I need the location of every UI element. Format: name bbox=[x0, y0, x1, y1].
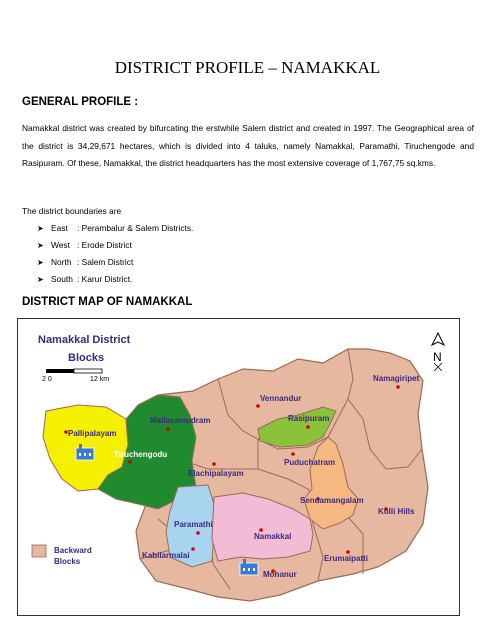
label-kabilarmalai: Kabilarmalai bbox=[142, 551, 190, 560]
legend-label-line2: Blocks bbox=[54, 557, 81, 566]
district-map-heading: DISTRICT MAP OF NAMAKKAL bbox=[22, 296, 193, 308]
document-title: DISTRICT PROFILE – NAMAKKAL bbox=[114, 58, 381, 77]
arrow-bullet-icon: ➤ bbox=[37, 275, 44, 284]
north-label: N bbox=[433, 350, 442, 364]
label-vennandur: Vennandur bbox=[260, 394, 302, 403]
general-profile-paragraph: Namakkal district was created by bifurcating the erstwhile Salem district and created in 1997. The Geographical area of the district is 34,29,671 hectares, which is divided into 4 taluks, namely Namakkal, Paramathi, Tiruchengode and Rasipuram. Of these, Namakkal, the district headquarters has the most extensive coverage of 1,767,75 sq.kms. bbox=[22, 123, 474, 168]
boundary-direction: West bbox=[51, 240, 70, 250]
boundaries-intro: The district boundaries are bbox=[22, 206, 122, 216]
arrow-bullet-icon: ➤ bbox=[37, 241, 44, 250]
scale-left-label: 2 0 bbox=[42, 376, 52, 383]
general-profile-heading: GENERAL PROFILE : bbox=[22, 96, 139, 108]
arrow-bullet-icon: ➤ bbox=[37, 224, 44, 233]
boundary-item bbox=[37, 254, 193, 271]
label-mohanur: Mohanur bbox=[263, 570, 297, 579]
label-rasipuram: Rasipuram bbox=[288, 414, 330, 423]
label-namagiripet: Namagiripet bbox=[373, 374, 420, 383]
label-erumaipatti: Erumaipatti bbox=[324, 554, 369, 563]
scale-right-label: 12 km bbox=[90, 376, 110, 383]
label-sendamangalam: Sendamangalam bbox=[300, 496, 364, 505]
map-subtitle: Blocks bbox=[68, 352, 105, 364]
district-map bbox=[17, 318, 460, 616]
boundary-item bbox=[37, 237, 193, 254]
label-mallasamudram: Mallasamudram bbox=[150, 416, 211, 425]
legend-swatch bbox=[32, 545, 46, 557]
label-kolli-hills: Kolli Hills bbox=[378, 507, 415, 516]
district-map-svg bbox=[18, 319, 459, 615]
boundary-item bbox=[37, 220, 193, 237]
label-elachipalayam: Elachipalayam bbox=[188, 469, 244, 478]
boundary-direction: North bbox=[51, 257, 72, 267]
boundary-direction: East bbox=[51, 223, 68, 233]
boundaries-list bbox=[37, 220, 193, 288]
label-tiruchengodu: Tiruchengodu bbox=[114, 450, 168, 459]
boundary-text: : Salem District bbox=[77, 257, 134, 267]
label-pallipalayam: Pallipalayam bbox=[68, 429, 117, 438]
arrow-bullet-icon: ➤ bbox=[37, 258, 44, 267]
north-arrow-icon bbox=[432, 333, 444, 371]
boundary-item bbox=[37, 271, 193, 288]
map-title: Namakkal District bbox=[38, 334, 131, 346]
label-puduchatram: Puduchatram bbox=[284, 458, 336, 467]
label-paramathi: Paramathi bbox=[174, 520, 213, 529]
scale-bar bbox=[42, 369, 109, 383]
boundary-direction: South bbox=[51, 274, 73, 284]
boundary-text: : Erode District bbox=[77, 240, 132, 250]
label-namakkal: Namakkal bbox=[254, 532, 292, 541]
boundary-text: : Karur District. bbox=[77, 274, 133, 284]
legend-label-line1: Backward bbox=[54, 546, 92, 555]
map-legend bbox=[32, 545, 92, 566]
boundary-text: : Perambalur & Salem Districts. bbox=[77, 223, 194, 233]
